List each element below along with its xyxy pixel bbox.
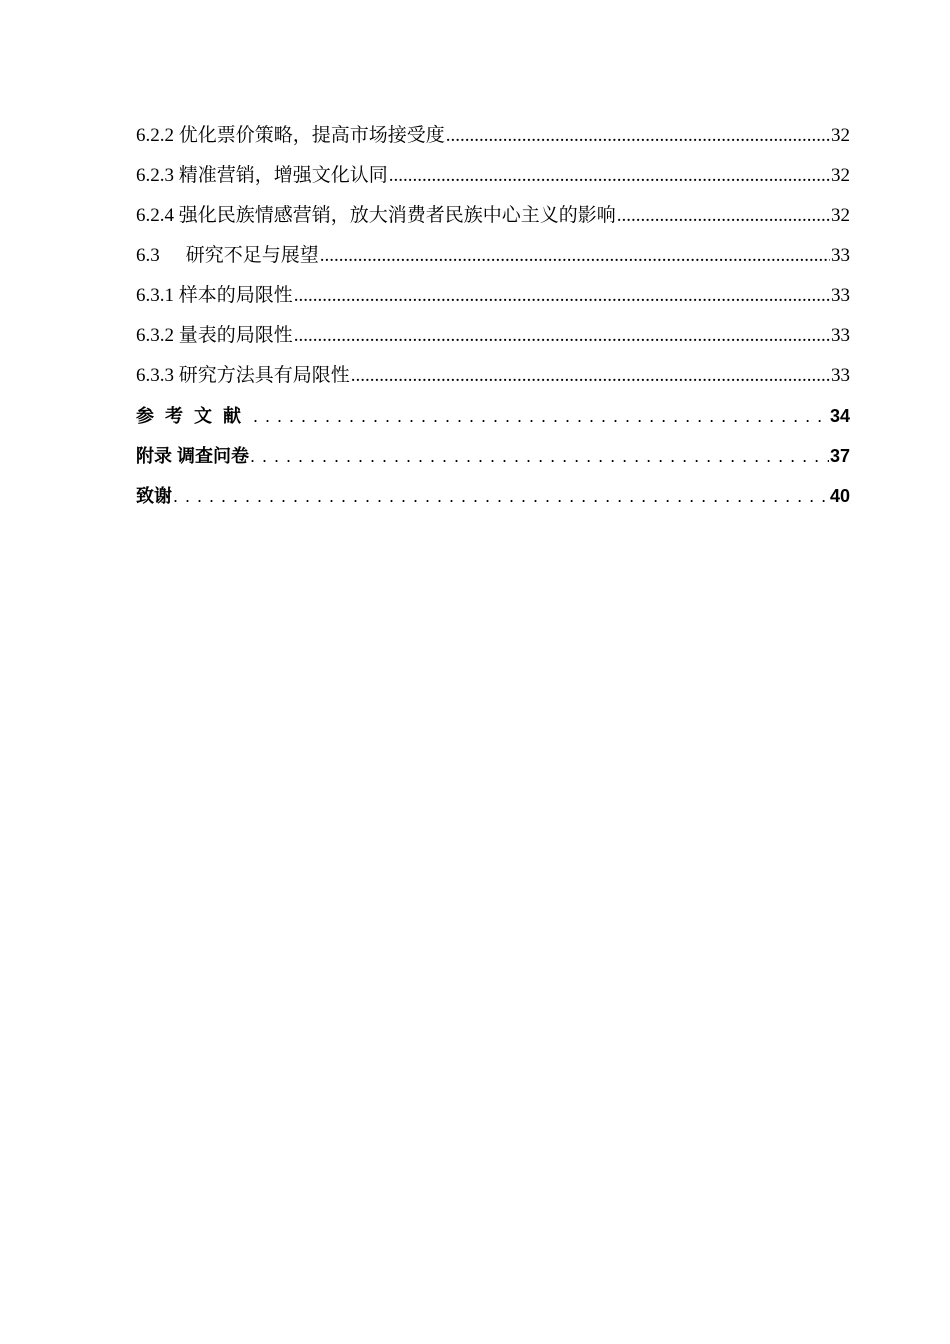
toc-leader-dots xyxy=(389,156,830,196)
toc-entry-title: 致谢 xyxy=(136,486,172,506)
toc-entry-number: 6.2.2 xyxy=(136,125,174,146)
toc-leader-dots xyxy=(617,196,830,236)
toc-leader-dots xyxy=(446,116,830,156)
toc-entry-6-3-2[interactable] xyxy=(136,316,850,356)
toc-entry-label xyxy=(136,276,293,316)
toc-entry-label xyxy=(136,356,350,396)
toc-page-number: 33 xyxy=(831,365,850,386)
toc-page-number: 33 xyxy=(831,285,850,306)
toc-entry-number: 6.3.2 xyxy=(136,325,174,346)
toc-entry-title: 研究不足与展望 xyxy=(185,245,319,266)
toc-entry-6-3-3[interactable] xyxy=(136,356,850,396)
toc-page-number: 32 xyxy=(831,205,850,226)
toc-entry-references[interactable] xyxy=(136,396,850,436)
toc-entry-6-3-1[interactable] xyxy=(136,276,850,316)
toc-entry-title: 研究方法具有局限性 xyxy=(178,365,350,386)
toc-leader-dots xyxy=(294,276,830,316)
toc-entry-label xyxy=(136,236,319,276)
toc-entry-6-2-4[interactable] xyxy=(136,196,850,236)
toc-entry-title: 量表的局限性 xyxy=(178,325,293,346)
toc-entry-number: 6.3.3 xyxy=(136,365,174,386)
toc-leader-dots xyxy=(173,476,829,516)
toc-entry-title: 精准营销，增强文化认同 xyxy=(178,165,388,186)
toc-entry-6-3[interactable] xyxy=(136,236,850,276)
toc-leader-dots xyxy=(294,316,830,356)
toc-entry-label xyxy=(136,156,388,196)
toc-entry-title: 强化民族情感营销，放大消费者民族中心主义的影响 xyxy=(178,205,616,226)
toc-entry-acknowledgements[interactable] xyxy=(136,476,850,516)
toc-page-number: 37 xyxy=(829,446,850,466)
toc-page-number: 33 xyxy=(831,245,850,266)
toc-entry-label xyxy=(136,316,293,356)
table-of-contents xyxy=(136,116,850,516)
toc-page-number: 33 xyxy=(831,325,850,346)
toc-entry-label xyxy=(136,116,445,156)
toc-entry-6-2-2[interactable] xyxy=(136,116,850,156)
toc-leader-dots xyxy=(253,396,829,436)
toc-entry-number: 6.2.3 xyxy=(136,165,174,186)
toc-entry-appendix[interactable] xyxy=(136,436,850,476)
toc-page-number: 32 xyxy=(831,165,850,186)
toc-entry-number: 6.3 xyxy=(136,245,160,266)
toc-entry-label xyxy=(136,196,616,236)
toc-entry-title: 优化票价策略，提高市场接受度 xyxy=(178,125,445,146)
toc-entry-number: 6.3.1 xyxy=(136,285,174,306)
toc-leader-dots xyxy=(250,436,829,476)
toc-entry-title: 附录 调查问卷 xyxy=(136,446,250,466)
toc-entry-title: 参考文献 xyxy=(136,406,252,426)
toc-entry-6-2-3[interactable] xyxy=(136,156,850,196)
toc-leader-dots xyxy=(320,236,830,276)
toc-page-number: 40 xyxy=(829,486,850,506)
toc-page-number: 34 xyxy=(829,406,850,426)
toc-leader-dots xyxy=(351,356,830,396)
toc-entry-title: 样本的局限性 xyxy=(178,285,293,306)
toc-page-number: 32 xyxy=(831,125,850,146)
toc-entry-number: 6.2.4 xyxy=(136,205,174,226)
